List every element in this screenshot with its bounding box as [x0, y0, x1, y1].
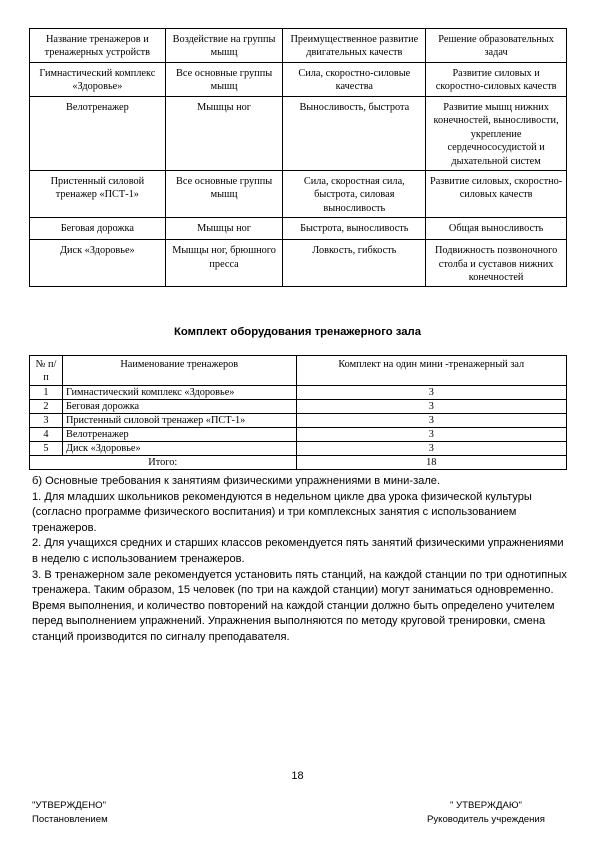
table-row	[30, 428, 567, 442]
table-cell: Все основные группы мышц	[165, 63, 283, 97]
table-cell: Сила, скоростно-силовые качества	[283, 63, 426, 97]
table-cell: Гимнастический комплекс «Здоровье»	[30, 63, 166, 97]
table-cell: Ловкость, гибкость	[283, 240, 426, 287]
paragraph: 2. Для учащихся средних и старших классов рекомендуется пять занятий физическими упражнениями в неделю с использованием тренажеров.	[32, 537, 564, 565]
table-cell: Развитие силовых, скоростно-силовых качеств	[426, 171, 567, 218]
table-total-row	[30, 456, 567, 470]
header-cell: Решение образовательных задач	[426, 29, 567, 63]
table-cell: 1	[30, 386, 63, 400]
table-cell: Все основные группы мышц	[165, 171, 283, 218]
header-cell: Комплект на один мини -тренажерный зал	[296, 356, 566, 386]
table-row	[30, 240, 567, 287]
table-cell: Пристенный силовой тренажер «ПСТ-1»	[62, 414, 296, 428]
paragraph: 1. Для младших школьников рекомендуются в недельном цикле два урока физической культуры (согласно программе физического воспитания) и три комплексных занятия с использованием тренажеров.	[32, 490, 532, 534]
footer-approve	[427, 799, 545, 827]
table-cell: Развитие силовых и скоростно-силовых качеств	[426, 63, 567, 97]
header-cell: Воздействие на группы мышц	[165, 29, 283, 63]
table-cell: Мышцы ног, брюшного пресса	[165, 240, 283, 287]
table-row	[30, 63, 567, 97]
table-cell: Велотренажер	[62, 428, 296, 442]
table-row	[30, 97, 567, 171]
table-row	[30, 414, 567, 428]
table-cell: Быстрота, выносливость	[283, 218, 426, 240]
header-cell: Название тренажеров и тренажерных устройств	[30, 29, 166, 63]
table-cell: Мышцы ног	[165, 97, 283, 171]
table-cell: Беговая дорожка	[62, 400, 296, 414]
table-cell: Пристенный силовой тренажер «ПСТ-1»	[30, 171, 166, 218]
total-value: 18	[296, 456, 566, 470]
training-equipment-table	[29, 28, 567, 287]
table-cell: Диск «Здоровье»	[30, 240, 166, 287]
table-cell: 3	[296, 400, 566, 414]
table-cell: Подвижность позвоночного столба и суставов нижних конечностей	[426, 240, 567, 287]
header-cell: Преимущественное развитие двигательных качеств	[283, 29, 426, 63]
paragraph: 3. В тренажерном зале рекомендуется установить пять станций, на каждой станции по три однотипных тренажера. Таким образом, 15 человек (по три на каждой станции) могут заниматься одновременно. Время выполнения, и количество повторений на каждой станции должно быть определено учителем перед выполнением упражнений. Упражнения выполняются по методу круговой тренировки, смена станций производится по сигналу преподавателя.	[32, 568, 567, 643]
table-cell: Мышцы ног	[165, 218, 283, 240]
table-cell: Беговая дорожка	[30, 218, 166, 240]
table-cell: Гимнастический комплекс «Здоровье»	[62, 386, 296, 400]
table-cell: 3	[296, 414, 566, 428]
table-header-row	[30, 356, 567, 386]
table-header-row	[30, 29, 567, 63]
requirements-text	[32, 474, 567, 646]
table-row	[30, 218, 567, 240]
table-cell: Сила, скоростная сила, быстрота, силовая выносливость	[283, 171, 426, 218]
header-cell: № п/п	[30, 356, 63, 386]
header-cell: Наименование тренажеров	[62, 356, 296, 386]
table-cell: 3	[296, 386, 566, 400]
page-number: 18	[291, 770, 304, 782]
paragraph: б) Основные требования к занятиям физическими упражнениями в мини-зале.	[32, 475, 441, 487]
table-row	[30, 386, 567, 400]
footer-left-line2: Постановлением	[32, 814, 108, 825]
table-cell: 4	[30, 428, 63, 442]
footer-right-line2: Руководитель учреждения	[426, 814, 545, 825]
table-cell: Диск «Здоровье»	[62, 442, 296, 456]
footer-left-line1: "УТВЕРЖДЕНО"	[32, 800, 107, 811]
table-cell: 3	[30, 414, 63, 428]
equipment-set-table	[29, 355, 567, 470]
table-row	[30, 442, 567, 456]
table-row	[30, 171, 567, 218]
table-cell: Велотренажер	[30, 97, 166, 171]
table-cell: Выносливость, быстрота	[283, 97, 426, 171]
footer-approved	[32, 799, 108, 827]
table-cell: 3	[296, 428, 566, 442]
footer-right-line1: " УТВЕРЖДАЮ"	[449, 800, 522, 811]
total-label: Итого:	[30, 456, 297, 470]
table-cell: 2	[30, 400, 63, 414]
equipment-set-title: Комплект оборудования тренажерного зала	[173, 326, 422, 338]
table-cell: 5	[30, 442, 63, 456]
table-cell: 3	[296, 442, 566, 456]
table-row	[30, 400, 567, 414]
table-cell: Общая выносливость	[426, 218, 567, 240]
table-cell: Развитие мышц нижних конечностей, выносливости, укрепление сердечнососудистой и дыхательной систем	[426, 97, 567, 171]
